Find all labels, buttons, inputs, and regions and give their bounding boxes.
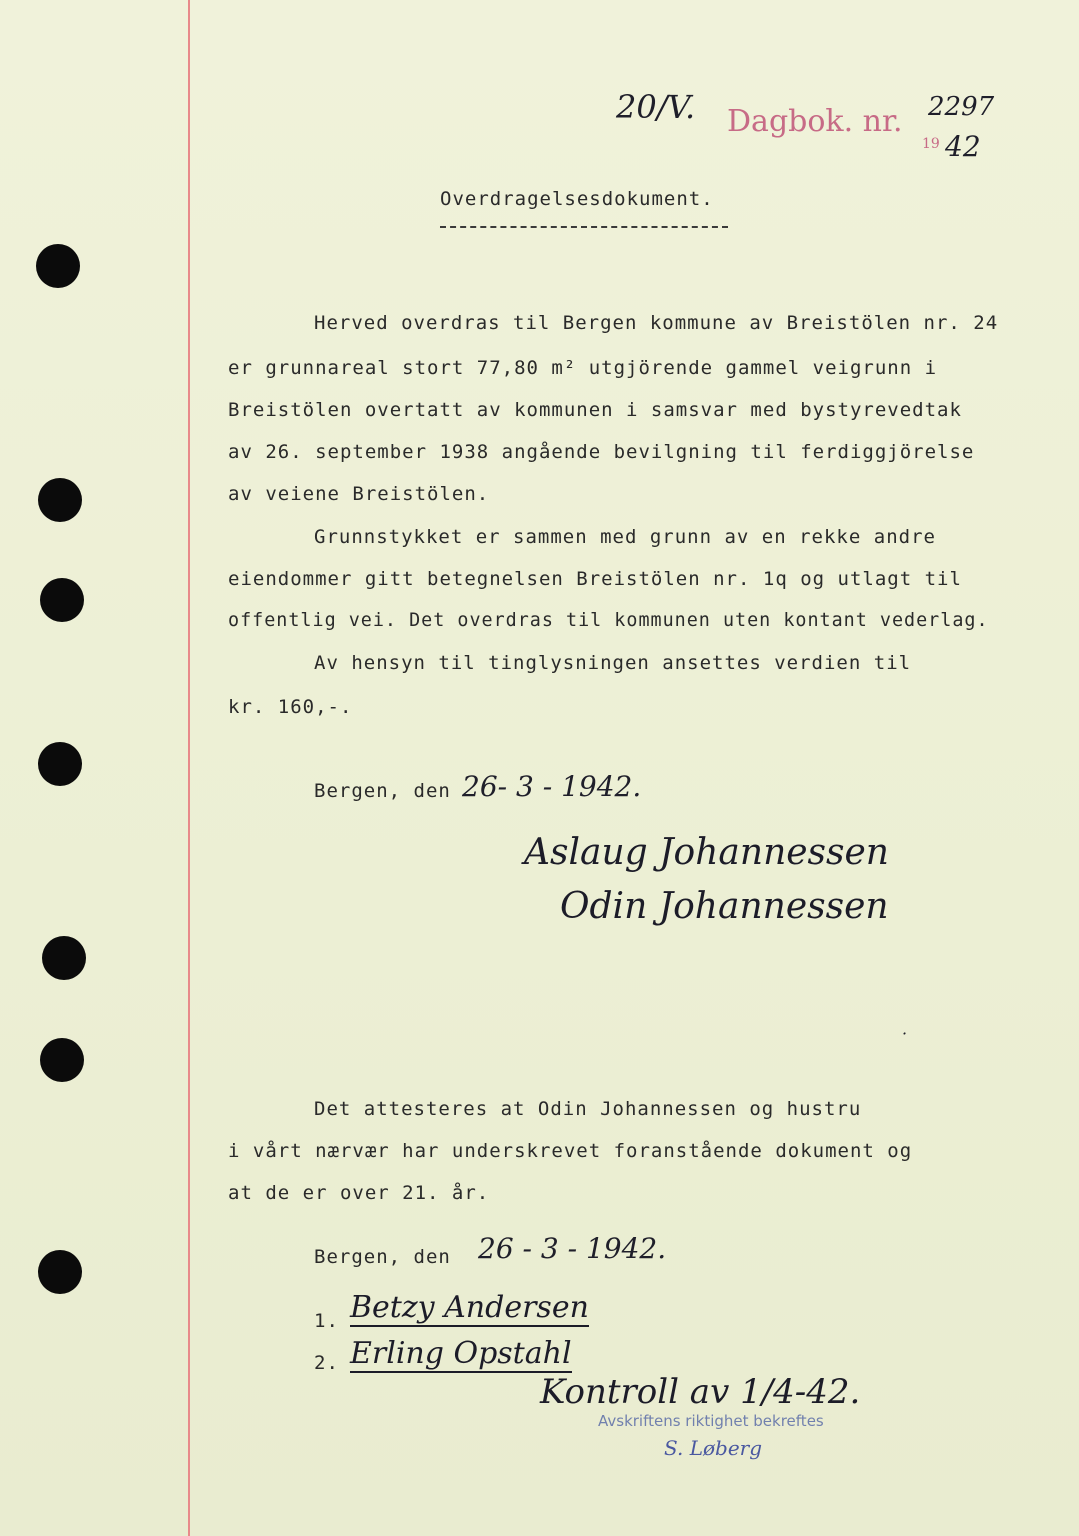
attestation-line: Det attesteres at Odin Johannessen og hustru: [314, 1098, 862, 1120]
place-date-handwritten-2: 26 - 3 - 1942.: [478, 1232, 667, 1265]
title-underline: [440, 226, 728, 228]
punch-hole: [42, 936, 86, 980]
body-line: eiendommer gitt betegnelsen Breistölen nr. 1q og utlagt til: [228, 568, 962, 590]
control-note: Kontroll av 1/4-42.: [540, 1372, 861, 1412]
certification-stamp: Avskriftens riktighet bekreftes: [598, 1412, 824, 1430]
body-line: av veiene Breistölen.: [228, 483, 490, 505]
attestation-line: at de er over 21. år.: [228, 1182, 490, 1204]
body-line: av 26. september 1938 angående bevilgning til ferdiggjörelse: [228, 441, 975, 463]
body-line: Herved overdras til Bergen kommune av Breistölen nr. 24: [314, 312, 999, 334]
witness-number: 2.: [314, 1352, 339, 1374]
punch-hole: [40, 578, 84, 622]
witness-number: 1.: [314, 1310, 339, 1332]
body-line: offentlig vei. Det overdras til kommunen uten kontant vederlag.: [228, 610, 989, 631]
signature-odin: Odin Johannessen: [560, 886, 889, 927]
body-line: Grunnstykket er sammen med grunn av en rekke andre: [314, 526, 936, 548]
place-date-typed-2: Bergen, den: [314, 1246, 451, 1268]
punch-hole: [40, 1038, 84, 1082]
punch-hole: [38, 742, 82, 786]
dagbok-year: 42: [945, 130, 981, 163]
dagbok-number: 2297: [928, 92, 995, 122]
attestation-line: i vårt nærvær har underskrevet foranstående dokument og: [228, 1140, 913, 1162]
document-title: Overdragelsesdokument.: [440, 188, 714, 210]
witness-signature-1: Betzy Andersen: [350, 1290, 589, 1325]
signature-aslaug: Aslaug Johannessen: [524, 832, 889, 873]
header-handwritten-date: 20/V.: [616, 88, 696, 126]
place-date-typed: Bergen, den: [314, 780, 451, 802]
ink-mark: ·: [902, 1024, 908, 1043]
margin-line: [188, 0, 190, 1536]
body-line: Breistölen overtatt av kommunen i samsvar med bystyrevedtak: [228, 399, 962, 421]
place-date-handwritten: 26- 3 - 1942.: [462, 770, 642, 803]
certification-signature: S. Løberg: [664, 1436, 763, 1460]
witness-signature-2: Erling Opstahl: [350, 1336, 572, 1371]
dagbok-stamp-label: Dagbok. nr.: [727, 104, 903, 139]
punch-hole: [38, 1250, 82, 1294]
body-line: er grunnareal stort 77,80 m² utgjörende gammel veigrunn i: [228, 357, 938, 379]
punch-hole: [36, 244, 80, 288]
body-line: Av hensyn til tinglysningen ansettes verdien til: [314, 652, 912, 674]
dagbok-year-prefix: 19: [922, 136, 940, 152]
body-line: kr. 160,-.: [228, 696, 353, 718]
punch-hole: [38, 478, 82, 522]
